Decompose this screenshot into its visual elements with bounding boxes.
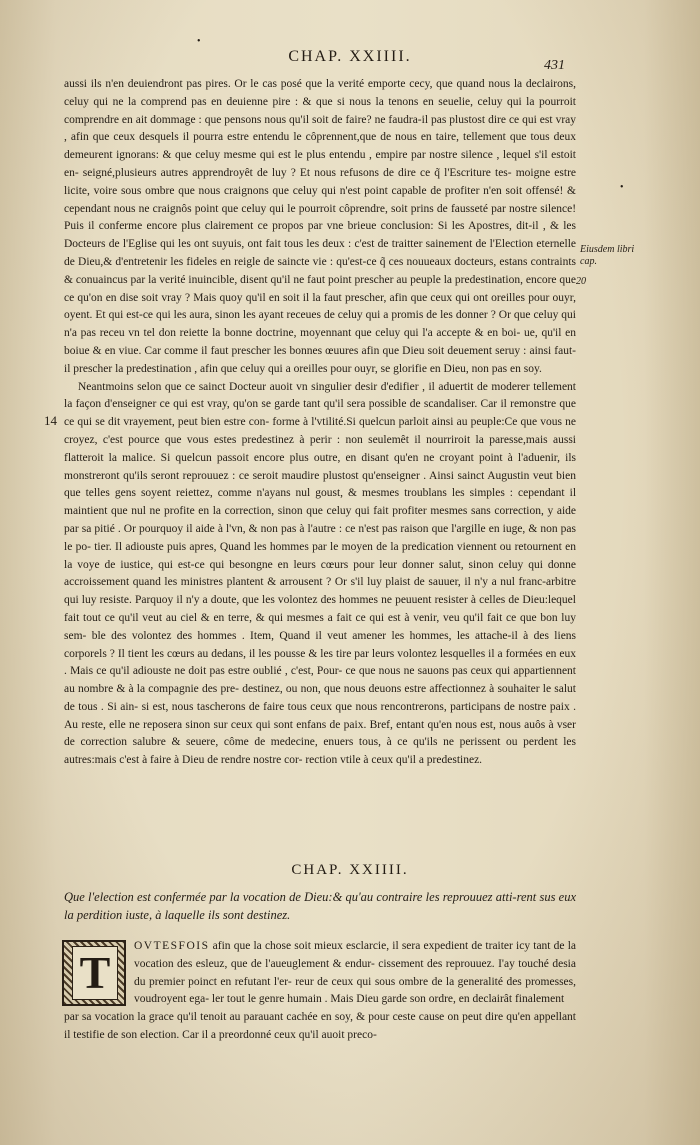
text-line: Neantmoins selon que ce sainct Docteur auoit vn singulier desir d'edifier , il aduertit xyxy=(78,380,474,393)
chapter-heading: CHAP. XXIIII. xyxy=(291,862,409,878)
text-line: ce propos par vne brieue conclusion: Si les Apostres, dit-il , & les Docteurs de l'Eglise qui xyxy=(64,220,577,251)
indented-lines xyxy=(64,938,576,1009)
margin-note-line-number: 20 xyxy=(576,276,586,287)
paragraph-number: 14 xyxy=(44,413,57,428)
text-line: nous la declairons, celuy qui ne la comprend pas en deuienne pire : & que si nous la tenons xyxy=(64,78,576,108)
text-line: entendu le côprennent,que de nous en taire, tellement que tous deux demeurent ignorans: xyxy=(64,131,576,162)
full-width-lines xyxy=(64,1009,576,1045)
text-line: possible de scandaliser. Car il remonstre que ce qui se dit vrayement, peut bien estre con- xyxy=(64,398,577,429)
text-line: de profiter n'en soit offensé! & cependant nous ne craignôs point que celuy qui le pourroit xyxy=(64,184,577,215)
text-line: nous est, nous auôs à vser de correction salubre & seuere, côme de medecine, enuers tous, xyxy=(64,718,576,749)
text-line: les ont suyuis, ont fait tous les deux : c'est de traitter sainement de l'Election eternelle de xyxy=(64,238,577,268)
text-line: s'il luy plaist de sauuer, il n'y a nul franc-arbitre qui luy resiste. Parquoy il n'y a doute, que xyxy=(64,576,577,607)
text-line: pour ouyr, se glorifie en Dieu, non pas en soy. xyxy=(330,362,542,375)
main-text xyxy=(64,76,576,770)
text-line: ils monstreront qu'ils seront reprouuez : ce seroit maudire plustost qu'enseigner . Ainsi xyxy=(64,451,577,482)
text-line: en seuelie, celuy qui la pourroit comprendre en ait dommage : que pensons nous qu'il soit xyxy=(64,95,577,126)
text-line: estans contraints & conuaincus par la verité inuincible, disent qu'il ne faut point prescher xyxy=(64,255,577,286)
margin-note-citation: Eiusdem libri cap. xyxy=(580,244,635,267)
text-line: au peuple la predestination, encore que ce qu'on en dise soit vray ? Mais quoy qu'il en xyxy=(64,273,577,304)
text-line: soit il la faut prescher, afin que ceux qui ont oreilles pour ouyr, oyent. Et qui est-ce qui les xyxy=(64,291,576,322)
text-line: moigne estre licite, voire sous ombre que nous craignons que celuy qui n'est point capable xyxy=(64,166,576,197)
text-line: sinon que celuy qui fait profiter mesmes sans correction, y aide par sa pitié . Or pourquoy xyxy=(64,505,576,535)
text-line: sainct Augustin veut bien que telles gens soyent reiettez, comme n'ayans nul goust, & xyxy=(64,469,576,500)
text-line: des liens corporels ? Il tient les cœurs au dedans, il les pousse & les tire par leurs volontez xyxy=(64,629,577,660)
text-line: de traiter icy tant de la vocation des esleuz, que de l'aueuglement & endur- xyxy=(134,940,576,970)
text-line: salut, sinon celuy qui donne accroissement quand les ministres plantent & arrousent ? Or xyxy=(64,558,577,589)
text-line: receu vn tel don reiette la bonne doctrine, moyennant que celuy qui l'a accepte & en boi- xyxy=(99,327,521,340)
text-line: dire qu'en appellant il testifie de son election. Car il a preordonné ceux qu'il auoit preco- xyxy=(64,1011,577,1041)
paragraph-continuation xyxy=(64,76,576,379)
text-line: tier. Il adiouste puis apres, Quand les hommes par le moyen de la predication viennent ou xyxy=(94,540,512,553)
text-line: les volontez des hommes ne peuuent resister à celles de Dieu:lequel fait tout ce qu'il veut xyxy=(64,594,576,624)
text-line: aussi ils n'en deuiendront pas pires. Or le cas posé que la verité emporte cecy, que quand xyxy=(64,78,485,90)
text-line: & que celuy mesme qui est le plus entendu , empire par nostre silence , lequel s'il estoit en- xyxy=(64,149,577,179)
text-line: si est, nous tascherons de faire tous ceux que nous rencontrerons, participans de nostre xyxy=(141,700,547,713)
text-line: paix . Au reste, elle ne reposera sinon sur ceux qui sont enfans de paix. Bref, entant qu'en xyxy=(64,700,577,731)
text-line: par sa vocation la grace qu'il tenoit au parauant cachée en soy, & pour ceste cause on peut xyxy=(64,1011,482,1024)
text-line: Dieu,& d'entretenir les fideles en reigle de saincte vie : qu'est-ce q̃ ces nouueaux docteurs, xyxy=(78,255,497,268)
text-line: soit deuement seruy : ainsi faut-il prescher la predestination , afin que celuy qui a oreilles xyxy=(64,344,576,375)
text-line: il aide à l'vn, & non pas à l'autre : ce n'est pas raison que l'argille en iuge, & non pas le po- xyxy=(64,522,577,553)
text-line: à ce qu'ils ne perissent ou perdent les autres:mais c'est à faire à Dieu de rendre nostre cor- xyxy=(64,736,577,767)
paragraph-14 xyxy=(64,379,576,771)
margin-mark: • xyxy=(620,182,624,193)
text-line: ble des volontez des hommes . Item, Quand il veut amener les hommes, les attache-il à xyxy=(91,629,529,642)
text-line: afin que la chose soit mieux esclarcie, il sera expedient xyxy=(212,940,469,952)
lead-word: OVTESFOIS xyxy=(134,940,210,952)
text-line: de faire? ne faudra-il pas plustost dire ce qui est vray , afin que ceux desquels il pourra estre xyxy=(64,113,576,144)
running-head: CHAP. XXIIII. xyxy=(288,48,412,65)
text-line: forme à l'vtilité.Si quelcun parloit ainsi au peuple:Ce que vous ne croyez, c'est pource que xyxy=(64,416,576,446)
text-line: retournent en la voye de iustice, qui est-ce qui besongne en leurs cœurs pour leur donner xyxy=(64,540,576,571)
text-line: ue, qu'il en boiue & en viue. Car comme il faut prescher les bonnes œuures afin que Dieu xyxy=(64,327,577,357)
text-line: ce que nous ne sauons pas ceux qui appartiennent au nombre & à la compagnie des pre- xyxy=(64,665,577,696)
page-number: 431 xyxy=(544,58,565,73)
text-line: aura, sinon les ayant receues de celuy qui a promis de les donner ? Or que celuy qui n'a pas xyxy=(64,309,576,340)
text-line: reur de ceux qui sous ombre de la generalité des promesses, voudroyent ega- xyxy=(134,975,577,1006)
chapter-body xyxy=(64,938,576,1045)
text-line: de moderer tellement la façon d'enseigner ce qui est vray, qu'on se garde tant qu'il sera xyxy=(64,380,576,411)
text-line: seigné,plusieurs autres apprendroyêt de luy ? Et nous refusons de dire ce q̃ l'Escriture tes- xyxy=(82,166,512,179)
text-line: mesmes troublans les simples : cependant il maintient que nul ne profite en la correction, xyxy=(64,487,577,518)
text-line: malice. Si quelcun passoit encore plus outre, en disant qu'en ne croyant point à l'aduenir, xyxy=(122,451,561,464)
text-line: lesquelles il a formées en eux . Mais ce qu'il adiouste ne doit pas estre oublié , c'est, Pour- xyxy=(64,647,576,678)
printer-mark: • xyxy=(197,36,201,47)
text-line: ler tout le genre humain . Mais Dieu garde son ordre, en declairât finalement xyxy=(211,993,565,1006)
text-line: côprendre, soit prins de fausseté par nostre silence! Puis il conferme encore plus clairement xyxy=(64,202,577,233)
text-line: cissement des reprouuez. I'ay touché desia du premier poinct en refutant l'er- xyxy=(134,957,576,988)
text-line: destinez, ou non, que nous deuons estre affectionnez à souhaiter le salut de tous . Si ain- xyxy=(64,683,576,713)
text-line: vous estes predestinez à perir : non seulemêt il nourriroit la paresse,mais aussi flatteroit la xyxy=(64,433,577,464)
text-line: au ciel & en terre, & qui mesmes a fait ce qui est à venir, veu qu'il fait ce que bon luy sem- xyxy=(64,611,576,642)
chapter-argument: Que l'election est confermée par la vocation de Dieu:& qu'au contraire les reprouuez atti-rent sus eux la perdition iuste, à laquelle ils sont destinez. xyxy=(64,890,576,922)
drop-cap-letter: T xyxy=(72,946,118,1000)
text-line: rection vtile à ceux qu'il a predestinez. xyxy=(305,754,483,767)
